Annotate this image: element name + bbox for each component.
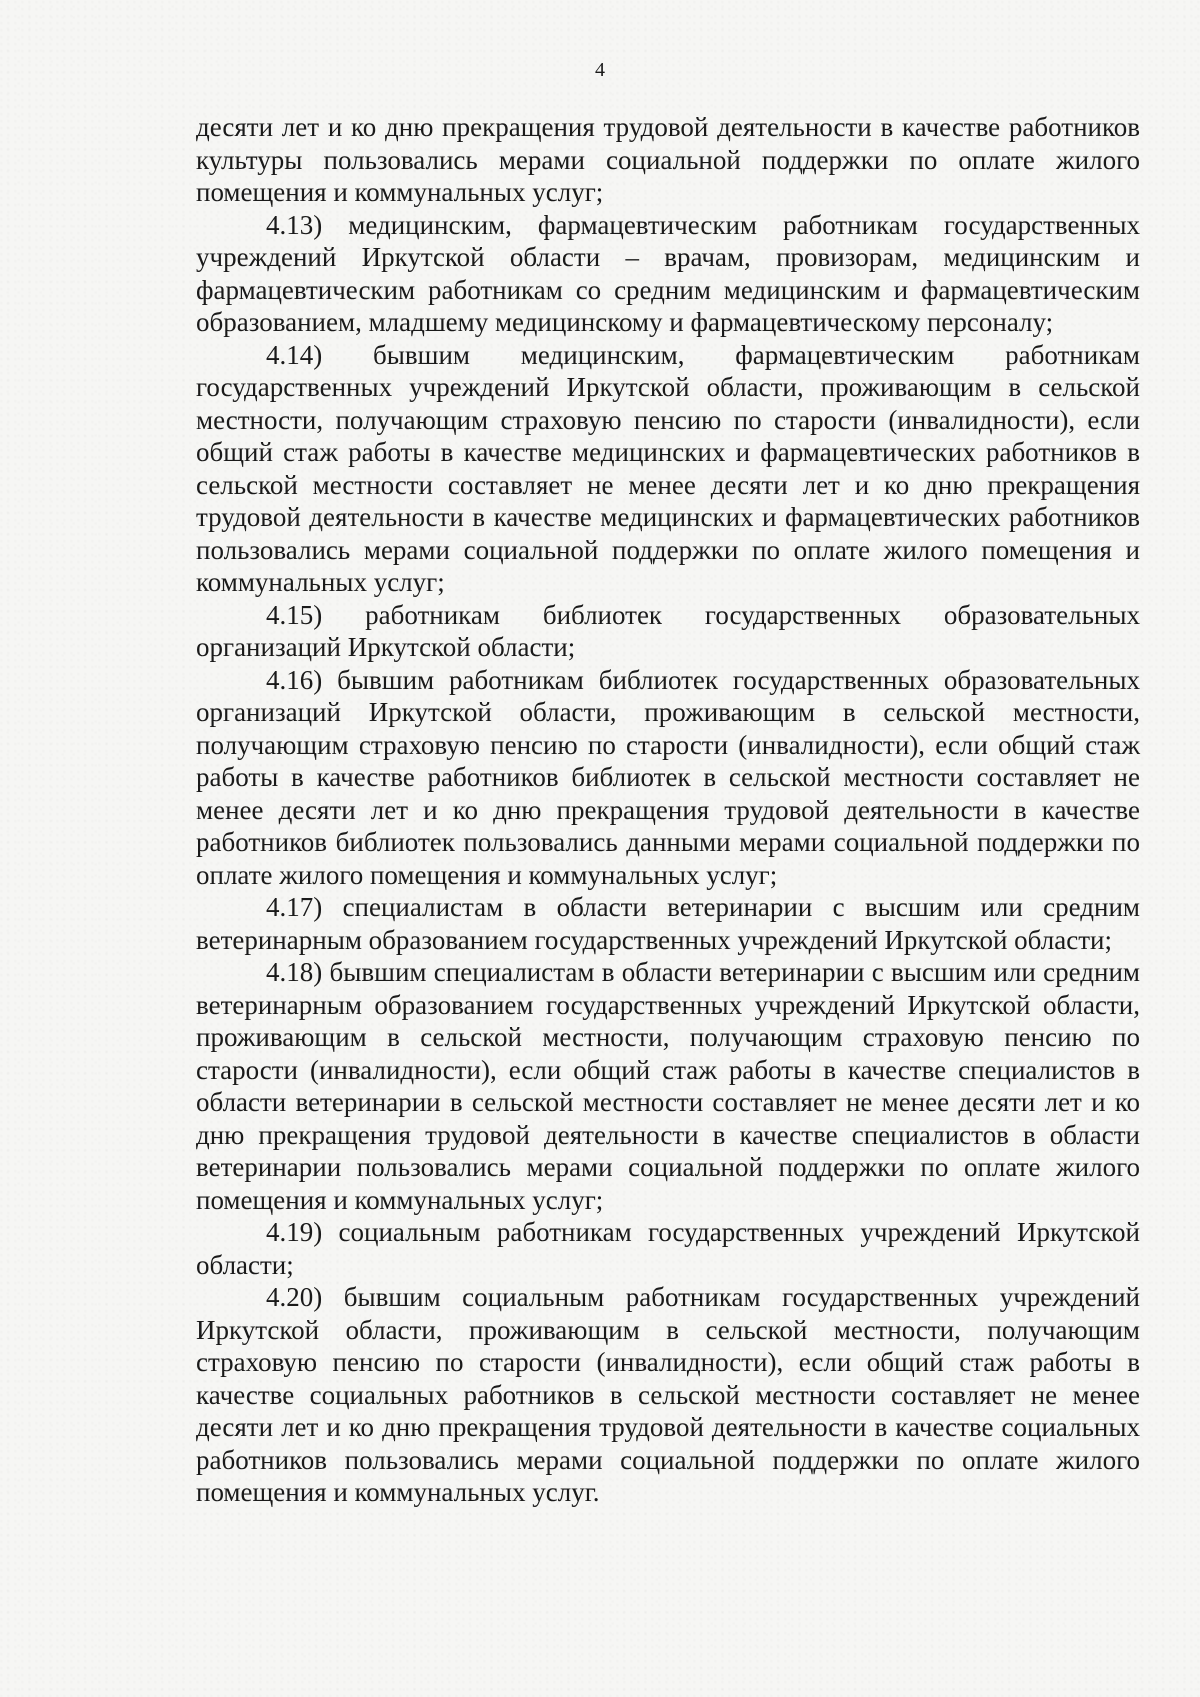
document-body [196,111,1140,1509]
paragraph-4-19: 4.19) социальным работникам государственных учреждений Иркутской области; [196,1217,1140,1280]
paragraph-4-13: 4.13) медицинским, фармацевтическим работникам государственных учреждений Иркутской области – врачам, провизорам, медицинским и фармацевтическим работникам со средним медицинским и фармацевтическим образованием, младшему медицинскому и фармацевтическому персоналу; [196,209,1140,337]
paragraph-4-18: 4.18) бывшим специалистам в области ветеринарии с высшим или средним ветеринарным образованием государственных учреждений Иркутской области, проживающим в сельской местности, получающим страховую пенсию по старости (инвалидности), если общий стаж работы в качестве специалистов в области ветеринарии в сельской местности составляет не менее десяти лет и ко дню прекращения трудовой деятельности в качестве специалистов в области ветеринарии пользовались мерами социальной поддержки по оплате жилого помещения и коммунальных услуг; [196,957,1140,1215]
paragraph-4-14: 4.14) бывшим медицинским, фармацевтическим работникам государственных учреждений Иркутской области, проживающим в сельской местности, получающим страховую пенсию по старости (инвалидности), если общий стаж работы в качестве медицинских и фармацевтических работников в сельской местности составляет не менее десяти лет и ко дню прекращения трудовой деятельности в качестве медицинских и фармацевтических работников пользовались мерами социальной поддержки по оплате жилого помещения и коммунальных услуг; [196,339,1140,597]
paragraph-4-16: 4.16) бывшим работникам библиотек государственных образовательных организаций Иркутской области, проживающим в сельской местности, получающим страховую пенсию по старости (инвалидности), если общий стаж работы в качестве работников библиотек в сельской местности составляет не менее десяти лет и ко дню прекращения трудовой деятельности в качестве работников библиотек пользовались данными мерами социальной поддержки по оплате жилого помещения и коммунальных услуг; [196,664,1140,890]
paragraph-4-12-continuation: десяти лет и ко дню прекращения трудовой деятельности в качестве работников культуры пользовались мерами социальной поддержки по оплате жилого помещения и коммунальных услуг; [196,112,1140,207]
page-number: 4 [595,59,605,81]
paragraph-4-17: 4.17) специалистам в области ветеринарии с высшим или средним ветеринарным образованием государственных учреждений Иркутской области; [196,892,1140,955]
paragraph-4-15: 4.15) работникам библиотек государственных образовательных организаций Иркутской области; [196,599,1140,662]
paragraph-4-20: 4.20) бывшим социальным работникам государственных учреждений Иркутской области, проживающим в сельской местности, получающим страховую пенсию по старости (инвалидности), если общий стаж работы в качестве социальных работников в сельской местности составляет не менее десяти лет и ко дню прекращения трудовой деятельности в качестве социальных работников пользовались мерами социальной поддержки по оплате жилого помещения и коммунальных услуг. [196,1282,1140,1507]
